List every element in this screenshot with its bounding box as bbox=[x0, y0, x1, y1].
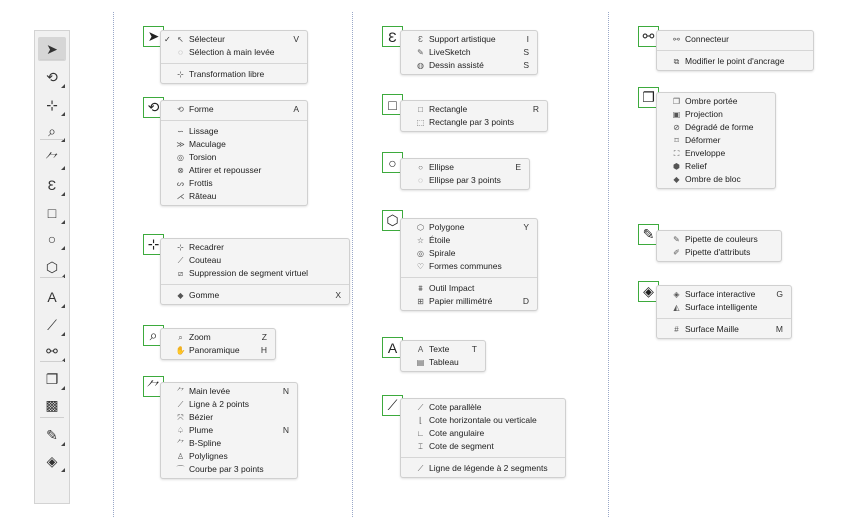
freehand-tool-button[interactable] bbox=[38, 147, 66, 171]
menu-item-label: Texte bbox=[429, 344, 450, 354]
menu-separator bbox=[401, 457, 565, 458]
heart-icon: ♡ bbox=[416, 262, 425, 271]
menu-item-label: Zoom bbox=[189, 332, 211, 342]
menu-item-label: Ellipse par 3 points bbox=[429, 175, 501, 185]
menu-item[interactable] bbox=[401, 174, 529, 187]
rake-icon: ⋌ bbox=[176, 192, 185, 201]
brush-icon: Ɛ bbox=[47, 177, 57, 193]
menu-item[interactable] bbox=[401, 356, 485, 369]
menu-item-label: B-Spline bbox=[189, 438, 222, 448]
menu-item-label: Bézier bbox=[189, 412, 214, 422]
three-point-curve-icon: ⌒ bbox=[176, 465, 185, 474]
menu-item-label: Ellipse bbox=[429, 162, 455, 172]
smear-icon: ≫ bbox=[176, 140, 185, 149]
menu-item[interactable] bbox=[657, 233, 781, 246]
menu-item[interactable] bbox=[161, 190, 307, 203]
menu-item-label: Forme bbox=[189, 104, 214, 114]
menu-item[interactable] bbox=[401, 234, 537, 247]
connector-small-icon: ⚯ bbox=[673, 35, 680, 44]
rectangle-icon[interactable]: □ bbox=[382, 94, 403, 115]
contour-icon: ▣ bbox=[672, 110, 681, 119]
menu-item[interactable] bbox=[161, 450, 297, 463]
ellipse-small-icon: ○ bbox=[418, 163, 423, 172]
eyedropper-tool-button[interactable] bbox=[38, 423, 66, 447]
smooth-icon: ∽ bbox=[177, 127, 184, 136]
arrow-icon[interactable]: ➤ bbox=[143, 26, 164, 47]
flyout-indicator-icon bbox=[61, 332, 65, 336]
connector-tool-button[interactable] bbox=[38, 339, 66, 363]
flyout-indicator-icon bbox=[61, 468, 65, 472]
shape-node-icon[interactable]: ⟲ bbox=[143, 97, 164, 118]
menu-item[interactable] bbox=[401, 462, 565, 475]
fill-bucket-icon[interactable]: ◈ bbox=[638, 281, 659, 302]
zoom-flyout-menu bbox=[160, 328, 276, 360]
extrude-icon: ⬢ bbox=[673, 162, 680, 171]
checker-icon: ▩ bbox=[45, 396, 59, 413]
crop-icon: ⊹ bbox=[46, 96, 58, 113]
eyedropper-icon: ✎ bbox=[46, 426, 58, 443]
menu-item[interactable] bbox=[401, 59, 537, 72]
menu-item-label: Modifier le point d'ancrage bbox=[685, 56, 785, 66]
menu-item-shortcut: M bbox=[775, 324, 783, 334]
rectangle-tool-button[interactable] bbox=[38, 201, 66, 225]
crop-small-icon: ⊹ bbox=[177, 243, 184, 252]
text-tool-button[interactable] bbox=[38, 285, 66, 309]
menu-item-shortcut: G bbox=[776, 289, 783, 299]
rect-small-icon: □ bbox=[418, 105, 423, 114]
menu-item-label: Pipette d'attributs bbox=[685, 247, 751, 257]
menu-item-label: Panoramique bbox=[189, 345, 240, 355]
menu-item-label: Pipette de couleurs bbox=[685, 234, 758, 244]
polyline-icon: ♙ bbox=[176, 452, 185, 461]
menu-item-label: Support artistique bbox=[429, 34, 496, 44]
menu-item-label: Cote parallèle bbox=[429, 402, 482, 412]
rect-flyout-menu bbox=[400, 100, 548, 132]
menu-item[interactable] bbox=[657, 121, 775, 134]
flyout-indicator-icon bbox=[61, 220, 65, 224]
text-flyout-menu bbox=[400, 340, 486, 372]
menu-item-label: Déformer bbox=[685, 135, 721, 145]
menu-item-label: Tableau bbox=[429, 357, 459, 367]
menu-item[interactable] bbox=[657, 33, 813, 46]
hand-icon: ✋ bbox=[175, 346, 186, 355]
shape-flyout-menu bbox=[160, 100, 308, 206]
menu-item[interactable] bbox=[401, 247, 537, 260]
menu-item-shortcut: I bbox=[526, 34, 529, 44]
bezier-icon: ⤧ bbox=[177, 413, 184, 422]
dimension-flyout-menu bbox=[400, 398, 566, 478]
menu-item-label: Relief bbox=[685, 161, 707, 171]
menu-item[interactable] bbox=[657, 108, 775, 121]
menu-item-label: Plume bbox=[189, 425, 214, 435]
hexagon-icon[interactable]: ⬡ bbox=[382, 210, 403, 231]
menu-item-shortcut: T bbox=[471, 344, 477, 354]
bspline-icon: ⺈ bbox=[176, 439, 185, 448]
toolbar-separator bbox=[40, 139, 64, 140]
menu-item-label: Cote angulaire bbox=[429, 428, 485, 438]
smart-drawing-icon: ◍ bbox=[417, 61, 424, 70]
menu-item-label: Main levée bbox=[189, 386, 231, 396]
pick-tool-button[interactable] bbox=[38, 37, 66, 61]
menu-item[interactable] bbox=[401, 46, 537, 59]
menu-item-label: Gomme bbox=[189, 290, 220, 300]
flyout-indicator-icon bbox=[61, 442, 65, 446]
blend-icon: ⊘ bbox=[673, 123, 680, 132]
menu-item[interactable] bbox=[161, 267, 349, 280]
callout-icon: ⟋ bbox=[417, 464, 424, 473]
freehand-icon: ⺈ bbox=[45, 151, 59, 167]
menu-item[interactable] bbox=[161, 151, 307, 164]
ellipse-3pt-icon: ◌ bbox=[418, 176, 423, 185]
menu-item-shortcut: N bbox=[282, 386, 289, 396]
attributes-eyedropper-icon: ✐ bbox=[673, 248, 680, 257]
brush-icon[interactable]: Ɛ bbox=[382, 26, 403, 47]
artistic-media-tool-button[interactable] bbox=[38, 173, 66, 197]
menu-item-label: Polylignes bbox=[189, 451, 228, 461]
menu-item-label: LiveSketch bbox=[429, 47, 471, 57]
shape-tool-button[interactable] bbox=[38, 65, 66, 89]
toolbar-separator bbox=[40, 361, 64, 362]
menu-item[interactable] bbox=[401, 295, 537, 308]
menu-item-label: Dessin assisté bbox=[429, 60, 484, 70]
menu-item-label: Courbe par 3 points bbox=[189, 464, 264, 474]
flyout-indicator-icon bbox=[61, 246, 65, 250]
menu-separator bbox=[161, 63, 307, 64]
menu-separator bbox=[161, 284, 349, 285]
menu-item-shortcut: X bbox=[335, 290, 341, 300]
menu-item[interactable] bbox=[401, 440, 565, 453]
menu-item[interactable] bbox=[401, 221, 537, 234]
menu-item[interactable] bbox=[401, 414, 565, 427]
flyout-indicator-icon bbox=[61, 304, 65, 308]
menu-item[interactable] bbox=[401, 282, 537, 295]
flyout-indicator-icon bbox=[61, 386, 65, 390]
menu-item[interactable] bbox=[401, 161, 529, 174]
crop-tool-button[interactable] bbox=[38, 93, 66, 117]
menu-item[interactable] bbox=[161, 103, 307, 116]
menu-item[interactable] bbox=[401, 33, 537, 46]
interactive-fill-icon: ◈ bbox=[673, 290, 680, 299]
knife-icon: ⟋ bbox=[177, 256, 184, 265]
eraser-icon: ◆ bbox=[177, 291, 184, 300]
menu-item-label: Étoile bbox=[429, 235, 451, 245]
crop-icon[interactable]: ⊹ bbox=[143, 234, 164, 255]
anchor-edit-icon: ⧉ bbox=[673, 57, 680, 66]
ellipse-tool-button[interactable] bbox=[38, 227, 66, 251]
segment-dim-icon: ⌶ bbox=[418, 442, 423, 451]
attract-icon: ⊗ bbox=[177, 166, 184, 175]
dimension-tool-button[interactable] bbox=[38, 313, 66, 337]
magnifier-icon: ⌕ bbox=[48, 122, 56, 139]
column-separator bbox=[113, 12, 114, 517]
mesh-fill-icon: # bbox=[674, 325, 679, 334]
menu-item-label: Sélecteur bbox=[189, 34, 225, 44]
two-point-line-icon: ⟋ bbox=[177, 400, 184, 409]
angular-dim-icon: ∟ bbox=[416, 429, 425, 438]
distort-icon: ⌑ bbox=[674, 136, 679, 145]
magnifier-icon[interactable]: ⌕ bbox=[143, 325, 164, 346]
menu-item[interactable] bbox=[657, 288, 791, 301]
menu-item-shortcut: A bbox=[293, 104, 299, 114]
menu-item-shortcut: E bbox=[515, 162, 521, 172]
parallel-dim-icon: ⟋ bbox=[417, 403, 424, 412]
menu-item[interactable] bbox=[161, 164, 307, 177]
menu-item[interactable] bbox=[401, 116, 547, 129]
menu-item[interactable] bbox=[161, 344, 275, 357]
menu-item-label: Connecteur bbox=[685, 34, 729, 44]
eyedropper-flyout-menu bbox=[656, 230, 782, 262]
menu-item-label: Papier millimétré bbox=[429, 296, 493, 306]
twirl-icon: ◎ bbox=[177, 153, 184, 162]
menu-item[interactable] bbox=[401, 401, 565, 414]
fill-flyout-menu bbox=[656, 285, 792, 339]
menu-item-shortcut: R bbox=[532, 104, 539, 114]
smudge-icon: ᔕ bbox=[176, 179, 185, 188]
menu-item-shortcut: Z bbox=[261, 332, 267, 342]
menu-item[interactable] bbox=[161, 331, 275, 344]
menu-item-label: Polygone bbox=[429, 222, 465, 232]
menu-item[interactable] bbox=[161, 424, 297, 437]
diagonal-line-icon[interactable]: ⟋ bbox=[382, 395, 403, 416]
menu-item-label: Ligne à 2 points bbox=[189, 399, 250, 409]
menu-item-label: Cote de segment bbox=[429, 441, 494, 451]
menu-item[interactable] bbox=[657, 301, 791, 314]
menu-item-label: Spirale bbox=[429, 248, 456, 258]
menu-item-label: Surface interactive bbox=[685, 289, 756, 299]
flyout-indicator-icon bbox=[61, 84, 65, 88]
menu-separator bbox=[657, 318, 791, 319]
livesketch-icon: ✎ bbox=[417, 48, 424, 57]
envelope-icon: ⛶ bbox=[673, 149, 680, 158]
shape-node-icon: ⟲ bbox=[46, 68, 58, 85]
table-icon: ▤ bbox=[416, 358, 425, 367]
smart-fill-icon: ◭ bbox=[673, 303, 680, 312]
menu-item[interactable] bbox=[657, 323, 791, 336]
menu-item-shortcut: N bbox=[282, 425, 289, 435]
freehand-icon[interactable]: ⺈ bbox=[143, 376, 164, 397]
block-shadow-icon: ◆ bbox=[673, 175, 680, 184]
menu-item[interactable] bbox=[657, 147, 775, 160]
menu-item-label: Couteau bbox=[189, 255, 222, 265]
menu-item-label: Lissage bbox=[189, 126, 219, 136]
zoom-small-icon: ⌕ bbox=[178, 333, 183, 342]
menu-item-label: Projection bbox=[685, 109, 723, 119]
menu-item[interactable] bbox=[161, 398, 297, 411]
menu-item-label: Suppression de segment virtuel bbox=[189, 268, 309, 278]
shadow-small-icon: ❐ bbox=[672, 97, 681, 106]
menu-item-shortcut: Y bbox=[523, 222, 529, 232]
drop-shadow-tool-button[interactable] bbox=[38, 367, 66, 391]
free-transform-icon: ⊹ bbox=[177, 70, 184, 79]
menu-item-label: Outil Impact bbox=[429, 283, 475, 293]
menu-item[interactable] bbox=[657, 160, 775, 173]
polygon-flyout-menu bbox=[400, 218, 538, 311]
menu-item-label: Maculage bbox=[189, 139, 226, 149]
menu-item-shortcut: V bbox=[293, 34, 299, 44]
hexagon-icon: ⬡ bbox=[45, 258, 59, 275]
text-A-icon: A bbox=[47, 289, 57, 305]
menu-item-label: Ombre de bloc bbox=[685, 174, 741, 184]
fill-tool-button[interactable] bbox=[38, 449, 66, 473]
menu-item[interactable] bbox=[657, 95, 775, 108]
menu-item-label: Ligne de légende à 2 segments bbox=[429, 463, 548, 473]
flyout-indicator-icon bbox=[61, 192, 65, 196]
shape-small-icon: ⟲ bbox=[177, 105, 184, 114]
freehand-small-icon: ⺈ bbox=[176, 387, 185, 396]
menu-item-label: Surface intelligente bbox=[685, 302, 758, 312]
menu-item-shortcut: D bbox=[522, 296, 529, 306]
menu-item-label: Transformation libre bbox=[189, 69, 265, 79]
menu-item-label: Enveloppe bbox=[685, 148, 726, 158]
menu-item-label: Surface Maille bbox=[685, 324, 739, 334]
menu-item-label: Ombre portée bbox=[685, 96, 738, 106]
menu-item[interactable] bbox=[657, 55, 813, 68]
menu-item[interactable] bbox=[161, 463, 297, 476]
menu-item[interactable] bbox=[401, 343, 485, 356]
menu-item[interactable] bbox=[161, 254, 349, 267]
menu-item[interactable] bbox=[161, 411, 297, 424]
flyout-indicator-icon bbox=[61, 112, 65, 116]
menu-item-label: Râteau bbox=[189, 191, 217, 201]
rect-3pt-icon: ⬚ bbox=[416, 118, 425, 127]
menu-item[interactable] bbox=[161, 125, 307, 138]
menu-item[interactable] bbox=[161, 289, 349, 302]
toolbar-separator bbox=[40, 277, 64, 278]
flyout-indicator-icon bbox=[61, 166, 65, 170]
impact-icon: ⩩ bbox=[418, 284, 423, 293]
freehand-flyout-menu bbox=[160, 382, 298, 479]
effects-flyout-menu bbox=[656, 92, 776, 189]
connector-icon: ⚯ bbox=[46, 342, 58, 359]
menu-item[interactable] bbox=[161, 385, 297, 398]
menu-item[interactable] bbox=[657, 134, 775, 147]
ellipse-flyout-menu bbox=[400, 158, 530, 190]
lasso-icon: ◌ bbox=[178, 48, 183, 57]
pick-flyout-menu bbox=[160, 30, 308, 84]
hv-dim-icon: ⌊ bbox=[418, 416, 423, 425]
connector-icon[interactable]: ⚯ bbox=[638, 26, 659, 47]
connector-flyout-menu bbox=[656, 30, 814, 71]
menu-item[interactable] bbox=[657, 246, 781, 259]
menu-item-label: Torsion bbox=[189, 152, 217, 162]
ellipse-icon[interactable]: ○ bbox=[382, 152, 403, 173]
text-small-icon: A bbox=[417, 345, 424, 354]
menu-item[interactable] bbox=[161, 138, 307, 151]
fill-bucket-icon: ◈ bbox=[46, 452, 58, 469]
star-icon: ☆ bbox=[416, 236, 425, 245]
menu-item-label: Recadrer bbox=[189, 242, 224, 252]
column-separator bbox=[352, 12, 353, 517]
menu-item[interactable] bbox=[161, 437, 297, 450]
drop-shadow-icon: ❐ bbox=[45, 370, 59, 387]
graph-paper-icon: ⊞ bbox=[417, 297, 424, 306]
menu-item[interactable] bbox=[161, 46, 307, 59]
crop-flyout-menu bbox=[160, 238, 350, 305]
toolbox bbox=[34, 30, 70, 504]
menu-item[interactable] bbox=[161, 177, 307, 190]
menu-item-label: Cote horizontale ou verticale bbox=[429, 415, 537, 425]
menu-item[interactable] bbox=[657, 173, 775, 186]
eyedropper-icon[interactable]: ✎ bbox=[638, 224, 659, 245]
menu-separator bbox=[657, 50, 813, 51]
virtual-segment-icon: ⧄ bbox=[177, 269, 184, 278]
menu-item-label: Sélection à main levée bbox=[189, 47, 275, 57]
diagonal-line-icon: ⟋ bbox=[47, 316, 57, 333]
ellipse-icon: ○ bbox=[47, 231, 57, 247]
color-eyedropper-icon: ✎ bbox=[673, 235, 680, 244]
menu-item-label: Frottis bbox=[189, 178, 213, 188]
arrow-icon: ➤ bbox=[46, 40, 58, 57]
artistic-media-icon: Ɛ bbox=[418, 35, 423, 44]
artistic-flyout-menu bbox=[400, 30, 538, 75]
menu-item-shortcut: S bbox=[523, 60, 529, 70]
checkmark-icon: ✓ bbox=[164, 35, 171, 44]
menu-item[interactable] bbox=[401, 103, 547, 116]
spiral-icon: ◎ bbox=[417, 249, 424, 258]
toolbar-separator bbox=[40, 417, 64, 418]
menu-item-label: Formes communes bbox=[429, 261, 502, 271]
transparency-tool-button[interactable] bbox=[38, 393, 66, 417]
polygon-small-icon: ⬡ bbox=[417, 223, 424, 232]
menu-item-label: Rectangle par 3 points bbox=[429, 117, 515, 127]
toolbar-separator bbox=[40, 59, 64, 60]
menu-item[interactable] bbox=[161, 68, 307, 81]
arrow-small-icon: ↖ bbox=[177, 35, 184, 44]
menu-item-label: Dégradé de forme bbox=[685, 122, 754, 132]
polygon-tool-button[interactable] bbox=[38, 255, 66, 279]
menu-item-shortcut: S bbox=[523, 47, 529, 57]
menu-item-label: Attirer et repousser bbox=[189, 165, 262, 175]
text-A-icon[interactable]: A bbox=[382, 337, 403, 358]
drop-shadow-icon[interactable]: ❐ bbox=[638, 87, 659, 108]
column-separator bbox=[608, 12, 609, 517]
menu-item-shortcut: H bbox=[260, 345, 267, 355]
menu-item[interactable] bbox=[161, 241, 349, 254]
pen-icon: ♤ bbox=[176, 426, 185, 435]
menu-item[interactable] bbox=[401, 427, 565, 440]
menu-separator bbox=[401, 277, 537, 278]
menu-item-label: Rectangle bbox=[429, 104, 468, 114]
menu-item[interactable] bbox=[161, 33, 307, 46]
menu-item[interactable] bbox=[401, 260, 537, 273]
menu-separator bbox=[161, 120, 307, 121]
rectangle-icon: □ bbox=[47, 205, 57, 221]
